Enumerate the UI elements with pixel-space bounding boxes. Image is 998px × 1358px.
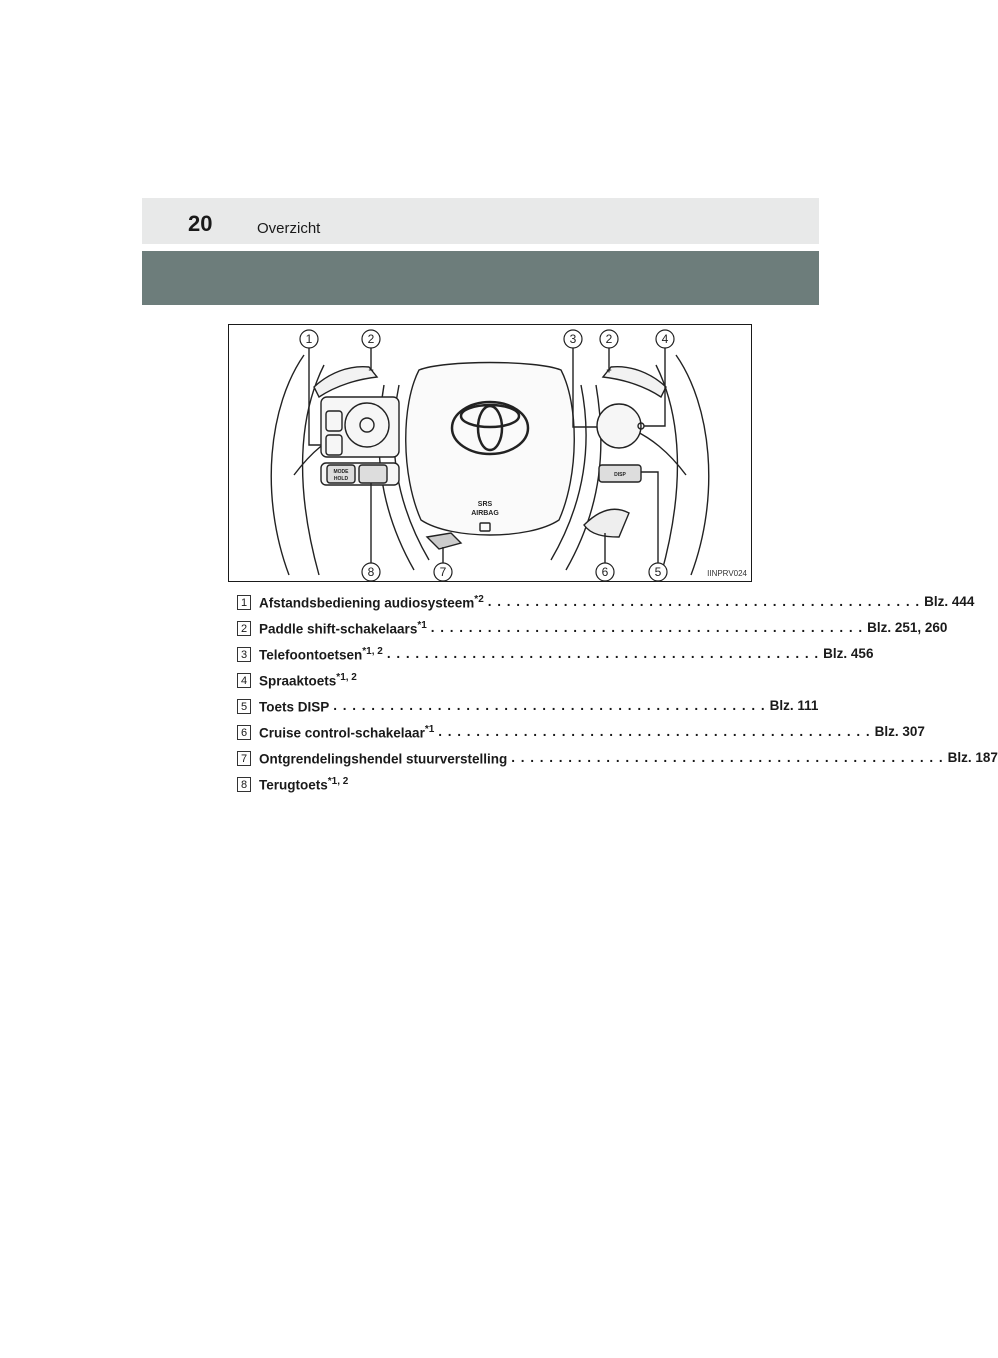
section-title: Overzicht bbox=[257, 220, 321, 237]
hold-button-label: HOLD bbox=[333, 476, 349, 482]
callout-6-label: 6 bbox=[601, 565, 609, 579]
legend-label: Cruise control-schakelaar bbox=[259, 725, 425, 741]
legend-page-ref[interactable]: Blz. 456 bbox=[823, 646, 874, 661]
legend-footnote: *1, 2 bbox=[327, 776, 349, 787]
legend-label: Spraaktoets bbox=[259, 673, 337, 689]
legend-footnote: *2 bbox=[474, 594, 484, 605]
plus-paddle-label: + bbox=[606, 365, 612, 375]
legend-footnote: *1, 2 bbox=[336, 672, 357, 683]
legend-leader-dots: . . . . . . . . . . . . . . . . . . . . . . . . . . . . . . . . . . . . . . . . . . . . . . bbox=[430, 620, 864, 635]
legend-number: 4 bbox=[237, 673, 251, 688]
legend-number: 5 bbox=[237, 699, 251, 714]
legend-leader-dots: . . . . . . . . . . . . . . . . . . . . . . . . . . . . . . . . . . . . . . . . . . . . . . bbox=[438, 724, 871, 739]
steering-wheel-figure bbox=[228, 324, 752, 582]
legend-item bbox=[237, 774, 727, 800]
callout-5-label: 5 bbox=[654, 565, 662, 579]
page-number: 20 bbox=[188, 211, 213, 236]
legend-list bbox=[237, 592, 998, 800]
callout-4-label: 4 bbox=[661, 332, 669, 346]
figure-code: IINPRV024 bbox=[707, 569, 747, 578]
legend-leader-dots: . . . . . . . . . . . . . . . . . . . . . . . . . . . . . . . . . . . . . . . . . . . . . . bbox=[333, 698, 766, 713]
minus-paddle-label: − bbox=[368, 365, 374, 375]
legend-number: 1 bbox=[237, 595, 251, 610]
callout-3-label: 3 bbox=[569, 332, 577, 346]
legend-item bbox=[237, 696, 819, 722]
legend-item bbox=[237, 722, 925, 748]
legend-page-ref[interactable]: Blz. 111 bbox=[769, 698, 819, 713]
legend-label: Terugtoets bbox=[259, 777, 328, 793]
legend-page-ref[interactable]: Blz. 187 bbox=[947, 750, 998, 765]
callout-8-label: 8 bbox=[367, 565, 375, 579]
legend-number: 8 bbox=[237, 777, 251, 792]
legend-leader-dots: . . . . . . . . . . . . . . . . . . . . . . . . . . . . . . . . . . . . . . . . . . . . . . bbox=[487, 594, 921, 609]
legend-label: Ontgrendelingshendel stuurverstelling bbox=[259, 751, 508, 767]
callout-2-label: 2 bbox=[367, 332, 375, 346]
mode-button-label: MODE bbox=[333, 469, 349, 475]
airbag-text-line2: AIRBAG bbox=[471, 510, 499, 517]
legend-number: 7 bbox=[237, 751, 251, 766]
callout-2b-label: 2 bbox=[605, 332, 613, 346]
legend-page-ref[interactable]: Blz. 307 bbox=[874, 724, 925, 739]
legend-leader-dots: . . . . . . . . . . . . . . . . . . . . . . . . . . . . . . . . . . . . . . . . . . . . . . bbox=[386, 646, 820, 661]
legend-label: Telefoontoetsen bbox=[259, 647, 363, 663]
legend-footnote: *1 bbox=[424, 724, 435, 735]
legend-footnote: *1 bbox=[417, 620, 427, 631]
legend-label: Paddle shift-schakelaars bbox=[259, 621, 418, 637]
legend-label: Afstandsbediening audiosysteem bbox=[259, 595, 475, 611]
legend-item bbox=[237, 748, 998, 774]
legend-footnote: *1, 2 bbox=[362, 646, 383, 657]
legend-item bbox=[237, 592, 975, 618]
steering-wheel-illustration bbox=[229, 325, 751, 581]
legend-page-ref[interactable]: Blz. 251, 260 bbox=[867, 620, 948, 635]
legend-number: 6 bbox=[237, 725, 251, 740]
legend-page-ref[interactable]: Blz. 444 bbox=[924, 594, 975, 609]
callout-1-label: 1 bbox=[305, 332, 313, 346]
callout-7-label: 7 bbox=[439, 565, 447, 579]
legend-label: Toets DISP bbox=[259, 699, 330, 715]
legend-number: 2 bbox=[237, 621, 251, 636]
disp-button-label: DISP bbox=[614, 472, 626, 478]
legend-item bbox=[237, 644, 874, 670]
legend-item bbox=[237, 618, 948, 644]
legend-item bbox=[237, 670, 727, 696]
legend-number: 3 bbox=[237, 647, 251, 662]
section-banner bbox=[142, 251, 819, 305]
legend-leader-dots: . . . . . . . . . . . . . . . . . . . . . . . . . . . . . . . . . . . . . . . . . . . . . . bbox=[511, 750, 944, 765]
airbag-text-line1: SRS bbox=[477, 501, 493, 508]
header-band bbox=[142, 198, 819, 244]
